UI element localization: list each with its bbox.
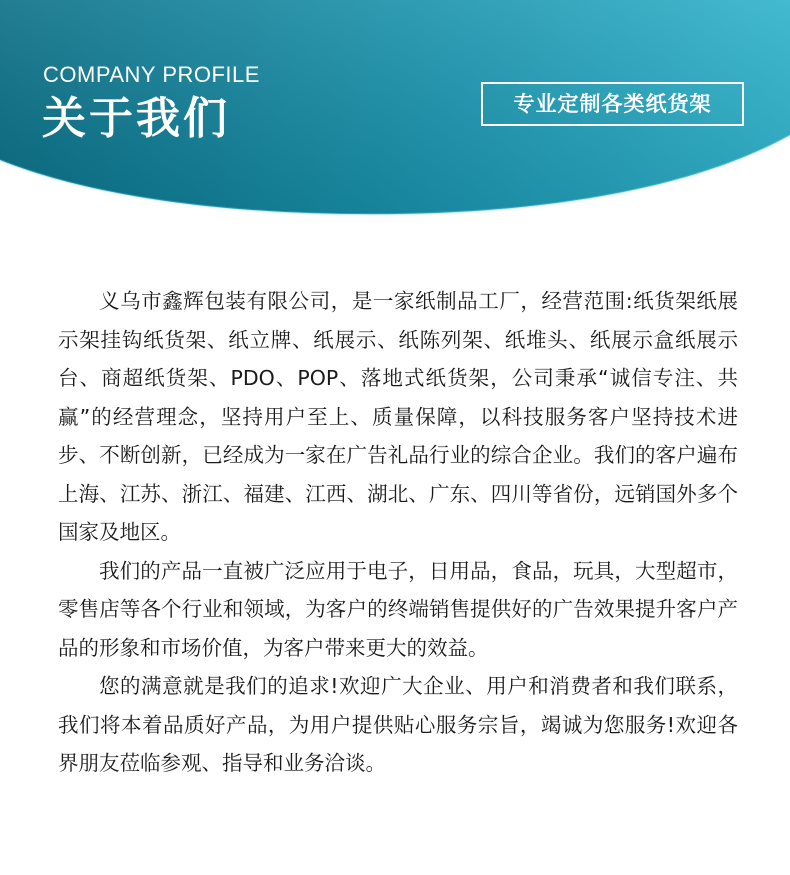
profile-body xyxy=(58,282,738,783)
header-badge: 专业定制各类纸货架 xyxy=(481,82,744,126)
profile-paragraph-1: 义乌市鑫辉包装有限公司，是一家纸制品工厂，经营范围:纸货架纸展示架挂钩纸货架、纸立牌、纸展示、纸陈列架、纸堆头、纸展示盒纸展示台、商超纸货架、PDO、POP、落地式纸货架，公司秉承“诚信专注、共赢”的经营理念，坚持用户至上、质量保障，以科技服务客户坚持技术进步、不断创新，已经成为一家在广告礼品行业的综合企业。我们的客户遍布上海、江苏、浙江、福建、江西、湖北、广东、四川等省份，远销国外多个国家及地区。 xyxy=(58,289,738,544)
profile-paragraph-2: 我们的产品一直被广泛应用于电子，日用品，食品，玩具，大型超市，零售店等各个行业和领域，为客户的终端销售提供好的广告效果提升客户产品的形象和市场价值，为客户带来更大的效益。 xyxy=(58,558,738,660)
header-banner xyxy=(0,0,790,225)
header-title-en: COMPANY PROFILE xyxy=(43,62,260,87)
profile-paragraph-3: 您的满意就是我们的追求!欢迎广大企业、用户和消费者和我们联系，我们将本着品质好产品，为用户提供贴心服务宗旨，竭诚为您服务!欢迎各界朋友莅临参观、指导和业务洽谈。 xyxy=(58,674,738,775)
header-title-cn: 关于我们 xyxy=(42,93,230,144)
